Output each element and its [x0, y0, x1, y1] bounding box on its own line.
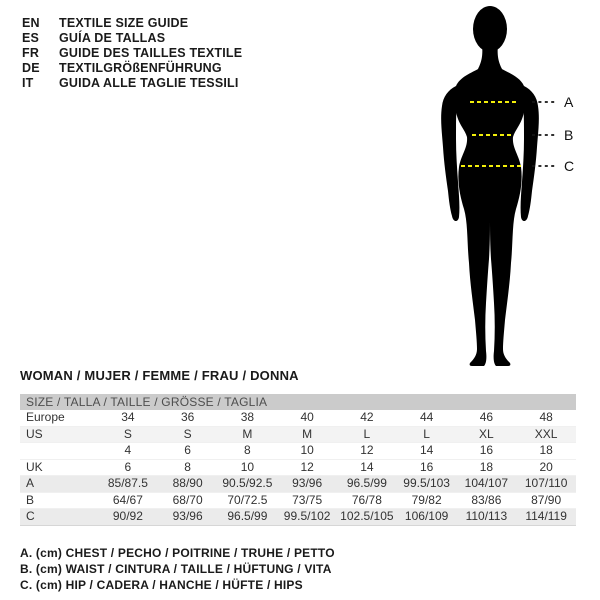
guide-title: GUÍA DE TALLAS [59, 31, 166, 45]
guide-title: TEXTILE SIZE GUIDE [59, 16, 189, 30]
legend-chest: A. (cm) CHEST / PECHO / POITRINE / TRUHE / PETTO [20, 546, 335, 560]
size-cell: 46 [479, 410, 494, 424]
size-cell: XL [479, 426, 494, 441]
size-cell: 68/70 [172, 492, 203, 507]
row-label [20, 443, 98, 459]
row-label: A [26, 476, 35, 490]
size-cell: 4 [124, 443, 132, 457]
size-cell: L [363, 426, 371, 441]
size-cell: 64/67 [112, 492, 143, 507]
table-row-europe [20, 410, 576, 427]
lang-code: EN [22, 16, 40, 30]
woman-silhouette-svg [393, 3, 593, 373]
section-title-woman: WOMAN / MUJER / FEMME / FRAU / DONNA [20, 368, 299, 383]
size-cell: M [302, 426, 313, 441]
size-cell: 99.5/102 [283, 509, 331, 523]
size-cell: 96.5/99 [346, 476, 387, 490]
size-cell: 83/86 [471, 492, 502, 507]
guide-title: TEXTILGRÖßENFÜHRUNG [59, 61, 222, 75]
size-cell: 8 [184, 459, 191, 474]
table-row-uk [20, 460, 576, 477]
size-cell: 44 [419, 410, 434, 424]
row-label: C [26, 509, 35, 523]
size-cell: 10 [240, 459, 255, 474]
size-cell: 102.5/105 [340, 509, 394, 523]
legend-waist: B. (cm) WAIST / CINTURA / TAILLE / HÜFTUNG / VITA [20, 562, 332, 576]
size-cell: 48 [539, 410, 553, 424]
row-label: B [26, 492, 35, 507]
size-cell: 88/90 [172, 476, 203, 490]
size-cell: 87/90 [531, 492, 562, 507]
size-cell: 36 [180, 410, 195, 424]
size-cell: 40 [300, 410, 314, 424]
lang-code: FR [22, 46, 40, 60]
size-cell: 14 [360, 459, 374, 474]
size-cell: 107/110 [524, 476, 568, 490]
size-cell: 79/82 [411, 492, 442, 507]
lang-row-fr [22, 46, 242, 61]
size-cell: 73/75 [292, 492, 323, 507]
measure-label-a: A [564, 94, 574, 110]
lang-row-it [22, 76, 242, 91]
table-row-us-numeric [20, 443, 576, 460]
measure-label-b: B [564, 127, 574, 143]
size-cell: 8 [244, 443, 251, 457]
measurement-legend [20, 545, 335, 593]
legend-hip: C. (cm) HIP / CADERA / HANCHE / HÜFTE / HIPS [20, 578, 303, 592]
silhouette-body [454, 49, 526, 366]
size-cell: 34 [121, 410, 135, 424]
size-cell: 12 [300, 459, 314, 474]
size-cell: 42 [360, 410, 374, 424]
size-cell: 16 [419, 459, 434, 474]
size-cell: 14 [419, 443, 434, 457]
measurement-figure [393, 3, 593, 373]
size-cell: L [423, 426, 430, 441]
lang-row-es [22, 31, 242, 46]
size-cell: XXL [534, 426, 558, 441]
guide-title: GUIDE DES TAILLES TEXTILE [59, 46, 243, 60]
size-cell: 38 [240, 410, 255, 424]
table-row-hip-c [20, 509, 576, 525]
size-cell: 12 [360, 443, 374, 457]
lang-row-en [22, 16, 242, 31]
size-cell: 16 [479, 443, 494, 457]
size-cell: 85/87.5 [107, 476, 148, 490]
lang-code: DE [22, 61, 40, 75]
size-cell: 20 [539, 459, 553, 474]
size-cell: 106/109 [404, 509, 449, 523]
size-cell: S [183, 426, 192, 441]
table-row-waist-b [20, 493, 576, 510]
row-label: US [26, 426, 43, 441]
size-cell: 70/72.5 [227, 492, 268, 507]
size-cell: M [242, 426, 253, 441]
size-cell: 76/78 [351, 492, 382, 507]
size-cell: 18 [479, 459, 494, 474]
size-cell: 96.5/99 [227, 509, 268, 523]
size-cell: 6 [124, 459, 132, 474]
lang-code: IT [22, 76, 34, 90]
lang-code: ES [22, 31, 40, 45]
table-row-chest-a [20, 476, 576, 493]
size-cell: 104/107 [464, 476, 509, 490]
guide-title: GUIDA ALLE TAGLIE TESSILI [59, 76, 239, 90]
size-cell: 110/113 [465, 509, 508, 523]
lang-row-de [22, 61, 242, 76]
size-table-header: SIZE / TALLA / TAILLE / GRÖSSE / TAGLIA [20, 394, 576, 410]
size-cell: 114/119 [525, 509, 567, 523]
table-row-us [20, 427, 576, 444]
size-cell: S [123, 426, 132, 441]
size-cell: 90/92 [112, 509, 143, 523]
size-cell: 99.5/103 [403, 476, 450, 490]
size-table [20, 394, 576, 526]
size-cell: 10 [300, 443, 314, 457]
row-label: Europe [26, 410, 65, 424]
measure-label-c: C [564, 158, 575, 174]
size-cell: 93/96 [172, 509, 203, 523]
language-title-block [22, 16, 242, 91]
size-cell: 18 [539, 443, 553, 457]
size-cell: 93/96 [292, 476, 323, 490]
size-cell: 6 [184, 443, 191, 457]
size-cell: 90.5/92.5 [222, 476, 273, 490]
row-label: UK [26, 459, 43, 474]
